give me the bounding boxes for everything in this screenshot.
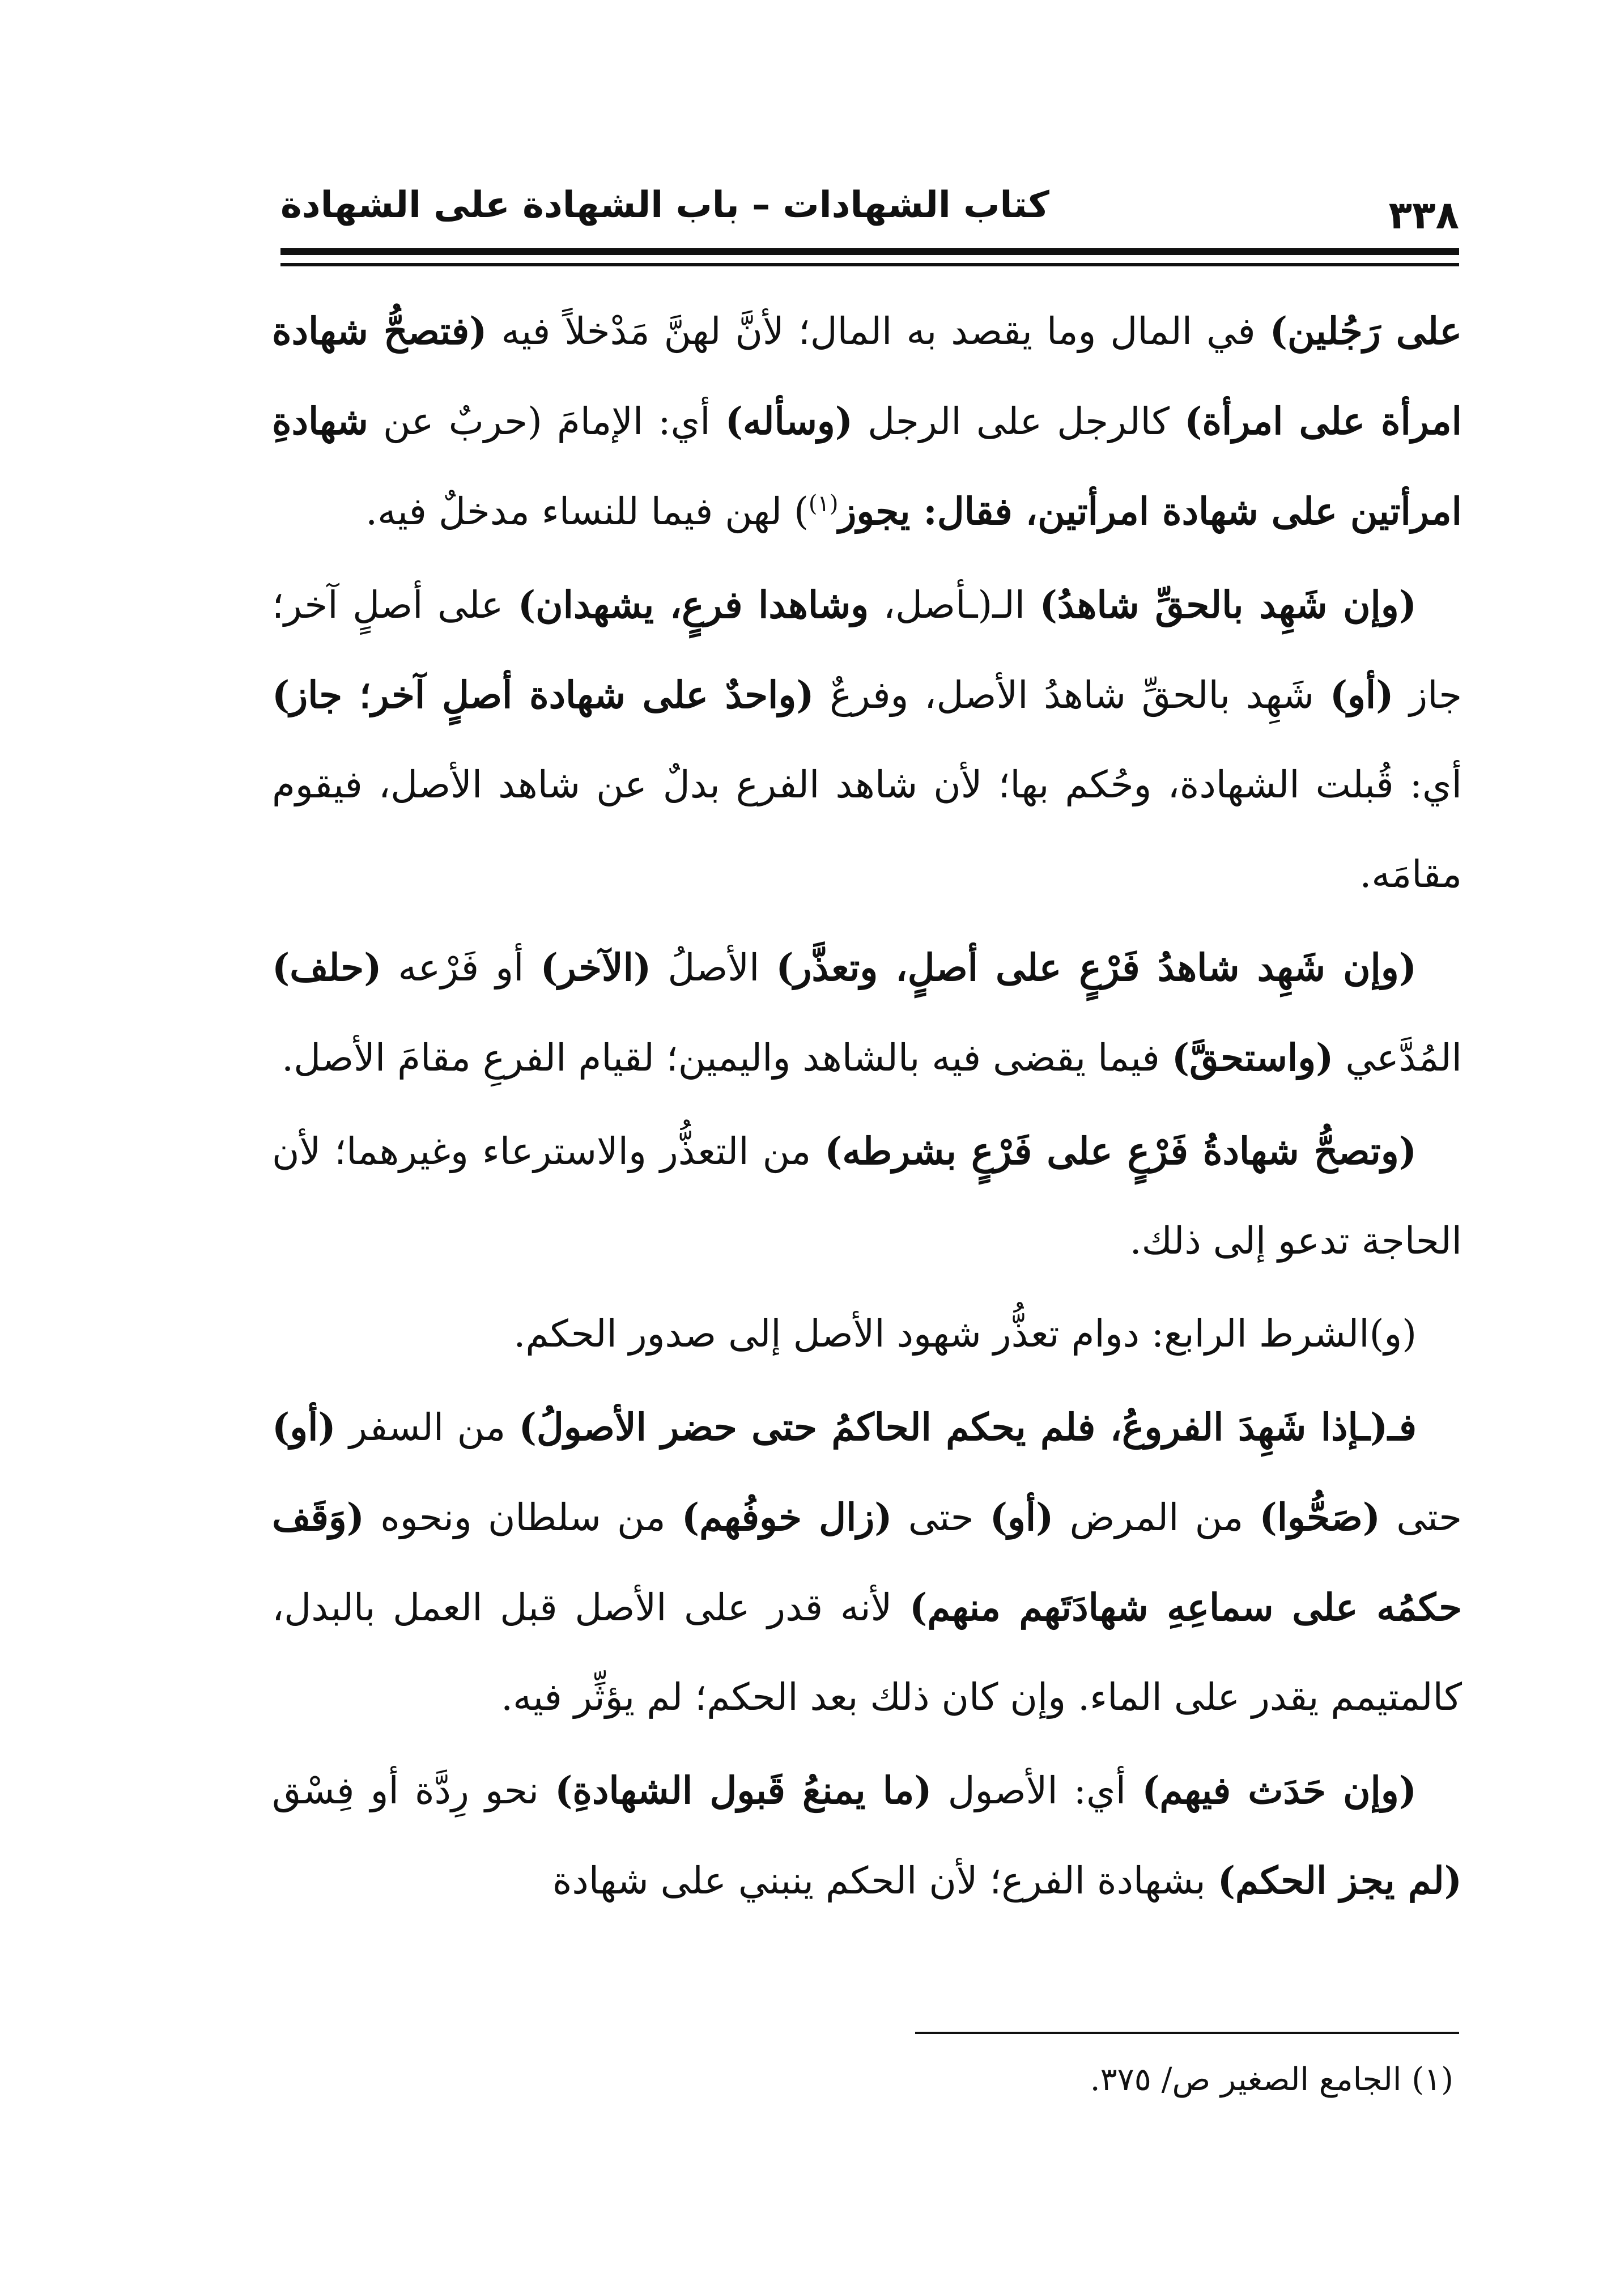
- paragraph-5: [272, 1289, 1462, 1379]
- matn-text: (أو): [989, 1495, 1054, 1539]
- paragraph-6: [272, 1382, 1462, 1742]
- matn-text: (وإن شَهِد شاهدُ فَرْعٍ على أصلٍ، وتعذَّر): [776, 945, 1417, 990]
- matn-text: شهادةِ امرأتين على شهادة امرأتين، فقال: يجوز: [272, 399, 1462, 533]
- sharh-text: في المال وما يقصد به المال؛ لأنَّ لهنَّ مَدْخلاً فيه: [487, 309, 1270, 353]
- sharh-text: من سلطان ونحوه: [364, 1496, 682, 1539]
- sharh-text: كالرجل على الرجل: [852, 400, 1185, 443]
- matn-text: فـ(ـإذا شَهِدَ الفروعُ، فلم يحكم الحاكمُ حتى حضر الأصولُ): [518, 1405, 1417, 1449]
- paragraph-1: [272, 286, 1462, 557]
- sharh-text: الأصلُ: [651, 946, 776, 990]
- matn-text: على رَجُلين): [1269, 309, 1463, 353]
- footnote: (١) الجامع الصغير ص/ ٣٧٥.: [1090, 2061, 1453, 2098]
- sharh-text: أي: قُبلت الشهادة، وحُكم بها؛ لأن شاهد الفرع بدلٌ عن شاهد الأصل، فيقوم مقامَه.: [272, 763, 1462, 896]
- sharh-text: من السفر: [335, 1405, 519, 1449]
- sharh-text: من المرض: [1053, 1496, 1260, 1539]
- matn-text: (أو): [272, 1405, 336, 1449]
- header-rule-thin: [280, 263, 1459, 266]
- sharh-text: بشهادة الفرع؛ لأن الحكم ينبني على شهادة: [552, 1859, 1218, 1903]
- footnote-separator: [915, 2032, 1459, 2034]
- matn-text: وشاهدا فرعٍ، يشهدان): [517, 583, 869, 627]
- page-header: [280, 173, 1459, 241]
- sharh-text: أي: الأصول: [932, 1769, 1142, 1812]
- paragraph-3: [272, 923, 1462, 1103]
- sharh-text: (و)الشرط الرابع: دوام تعذُّر شهود الأصل إلى صدور الحكم.: [513, 1312, 1417, 1356]
- matn-text: (زال خوفُهم): [681, 1495, 892, 1539]
- main-text: [272, 286, 1462, 1986]
- matn-text: (فتصحُّ شهادة امرأة على امرأة): [272, 309, 1462, 443]
- matn-text: (حلف): [272, 945, 382, 990]
- sharh-text: حتى: [1380, 1496, 1462, 1539]
- header-rule-thick: [280, 248, 1459, 255]
- paragraph-4: [272, 1106, 1462, 1286]
- sharh-text: نحو رِدَّة أو فِسْق: [272, 1769, 555, 1812]
- matn-text: (واستحقَّ): [1171, 1035, 1334, 1080]
- sharh-text: على أصلٍ آخر؛ جاز: [272, 583, 1463, 717]
- matn-text: (وسأله): [725, 399, 853, 443]
- paragraph-2: [272, 560, 1462, 919]
- matn-text: (وتصحُّ شهادةُ فَرْعٍ على فَرْعٍ بشرطه): [824, 1129, 1417, 1173]
- sharh-text: أي: الإمامَ (حربٌ عن: [368, 400, 725, 443]
- sharh-text: من التعذُّر والاسترعاء وغيرهما؛ لأن الحاجة تدعو إلى ذلك.: [272, 1129, 1462, 1263]
- sharh-text: لأنه قدر على الأصل قبل العمل بالبدل، كالمتيمم يقدر على الماء. وإن كان ذلك بعد الحكم؛ لم يؤثِّر فيه.: [272, 1586, 1462, 1719]
- running-title: كتاب الشهادات – باب الشهادة على الشهادة: [280, 184, 1049, 226]
- footnote-marker: (١): [808, 491, 839, 517]
- matn-text: (وإن شَهِد بالحقِّ شاهدُ): [1039, 583, 1417, 627]
- matn-text: (أو): [1329, 673, 1394, 717]
- matn-text: (لم يجز الحكم): [1217, 1858, 1462, 1903]
- sharh-text: حتى: [892, 1496, 990, 1539]
- matn-text: (وإن حَدَث فيهم): [1142, 1768, 1417, 1812]
- sharh-text: ) لهن فيما للنساء مدخلٌ فيه.: [365, 490, 809, 533]
- matn-text: (ما يمنعُ قَبول الشهادةِ): [555, 1768, 932, 1812]
- sharh-text: الـ(ـأصل،: [869, 583, 1040, 627]
- sharh-text: أو فَرْعه: [381, 946, 541, 990]
- matn-text: (صَحُّوا): [1259, 1495, 1381, 1539]
- matn-text: (الآخر): [540, 945, 652, 990]
- sharh-text: فيما يقضى فيه بالشاهد واليمين؛ لقيام الفرعِ مقامَ الأصل.: [282, 1036, 1172, 1080]
- matn-text: (واحدٌ على شهادة أصلٍ آخر؛ جاز): [272, 673, 814, 717]
- paragraph-7: [272, 1746, 1462, 1926]
- sharh-text: المُدَّعي: [1333, 1036, 1462, 1080]
- sharh-text: شَهِد بالحقِّ شاهدُ الأصل، وفرعٌ: [814, 673, 1330, 717]
- page-number: ٣٣٨: [1388, 193, 1459, 238]
- matn-text: (وَقَف حكمُه على سماعِهِ شهادَتَهم منهم): [272, 1495, 1462, 1629]
